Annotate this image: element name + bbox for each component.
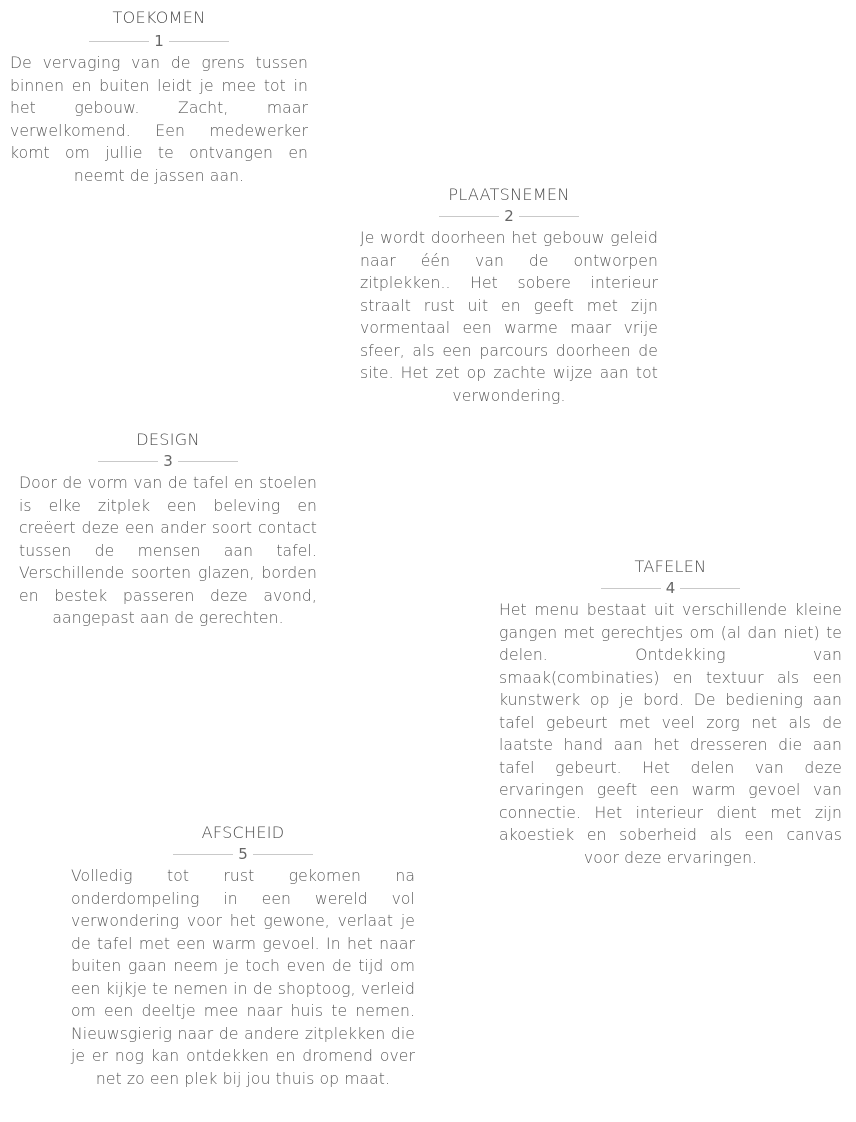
divider-line-left xyxy=(439,216,499,217)
section-afscheid xyxy=(71,823,415,1090)
section-toekomen xyxy=(10,8,308,187)
section-number: 1 xyxy=(154,32,164,50)
divider-line-right xyxy=(253,854,313,855)
divider-line-left xyxy=(89,41,149,42)
section-body: Het menu bestaat uit verschillende kleine gangen met gerechtjes om (al dan niet) te delen. Ontdekking van smaak(combinaties) en textuur als een kunstwerk op je bord. De bediening aan tafel gebeurt met veel zorg net als de laatste hand aan het dresseren die aan tafel gebeurt. Het delen van deze ervaringen geeft een warm gevoel van connectie. Het interieur dient met zijn akoestiek en soberheid als een canvas voor deze ervaringen. xyxy=(499,601,842,867)
section-title: TOEKOMEN xyxy=(112,8,206,27)
divider-line-right xyxy=(519,216,579,217)
divider-line-left xyxy=(98,461,158,462)
divider-line-left xyxy=(601,588,661,589)
section-tafelen xyxy=(499,557,842,869)
section-number: 3 xyxy=(163,452,173,470)
section-title: PLAATSNEMEN xyxy=(448,185,570,204)
section-number: 5 xyxy=(238,845,248,863)
section-title: AFSCHEID xyxy=(201,823,285,842)
section-design xyxy=(19,430,317,630)
section-body: Volledig tot rust gekomen na onderdompeling in een wereld vol verwondering voor het gewone, verlaat je de tafel met een warm gevoel. In het naar buiten gaan neem je toch even de tijd om een kijkje te nemen in de shoptoog, verleid om een deeltje mee naar huis te nemen. Nieuwsgierig naar de andere zitplekken die je er nog kan ontdekken en dromend over net zo een plek bij jou thuis op maat. xyxy=(71,867,415,1088)
section-number-divider xyxy=(71,843,415,865)
section-number: 2 xyxy=(504,207,514,225)
section-body: De vervaging van de grens tussen binnen en buiten leidt je mee tot in het gebouw. Zacht, maar verwelkomend. Een medewerker komt om jullie te ontvangen en neemt de jassen aan. xyxy=(10,54,308,185)
section-title: TAFELEN xyxy=(634,557,707,576)
divider-line-right xyxy=(169,41,229,42)
section-number-divider xyxy=(19,450,317,472)
section-number-divider xyxy=(10,30,308,52)
section-body: Door de vorm van de tafel en stoelen is elke zitplek een beleving en creëert deze een ander soort contact tussen de mensen aan tafel. Verschillende soorten glazen, borden en bestek passeren deze avond, aangepast aan de gerechten. xyxy=(19,474,317,627)
divider-line-right xyxy=(680,588,740,589)
section-title: DESIGN xyxy=(136,430,200,449)
section-plaatsnemen xyxy=(360,185,658,407)
divider-line-right xyxy=(178,461,238,462)
section-number-divider xyxy=(360,205,658,227)
section-number: 4 xyxy=(665,579,676,597)
divider-line-left xyxy=(173,854,233,855)
section-body: Je wordt doorheen het gebouw geleid naar één van de ontworpen zitplekken.. Het sobere interieur straalt rust uit en geeft met zijn vormentaal een warme maar vrije sfeer, als een parcours doorheen de site. Het zet op zachte wijze aan tot verwondering. xyxy=(360,229,658,405)
section-number-divider xyxy=(499,577,842,599)
